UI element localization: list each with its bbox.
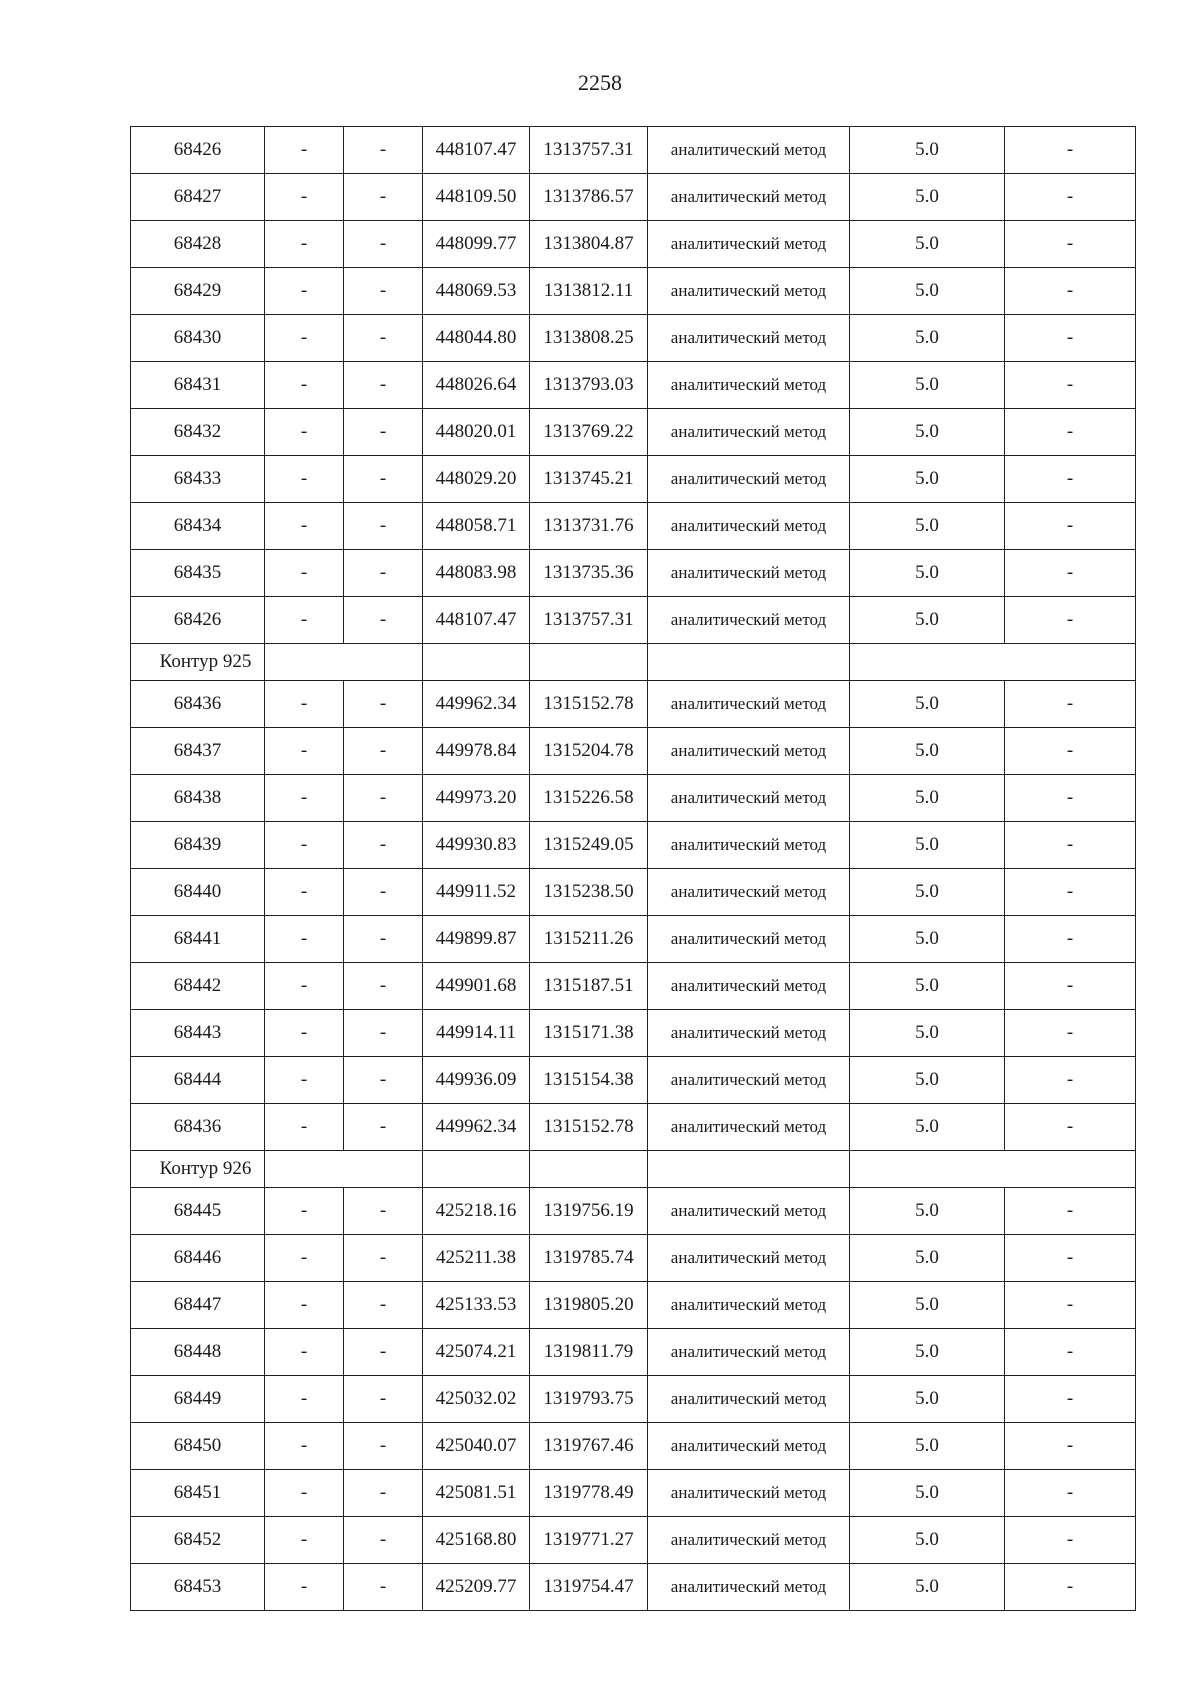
x-coordinate-cell: 425211.38 bbox=[423, 1235, 530, 1282]
method-cell: аналитический метод bbox=[648, 681, 850, 728]
y-coordinate-cell: 1315204.78 bbox=[530, 728, 648, 775]
method-cell: аналитический метод bbox=[648, 1329, 850, 1376]
point-id-cell: 68450 bbox=[131, 1423, 265, 1470]
y-coordinate-cell: 1315187.51 bbox=[530, 963, 648, 1010]
point-id-cell: 68441 bbox=[131, 916, 265, 963]
column-8-cell: - bbox=[1005, 503, 1136, 550]
y-coordinate-cell: 1315154.38 bbox=[530, 1057, 648, 1104]
accuracy-cell: 5.0 bbox=[850, 362, 1005, 409]
column-3-cell: - bbox=[344, 221, 423, 268]
y-coordinate-cell: 1315152.78 bbox=[530, 681, 648, 728]
column-3-cell: - bbox=[344, 268, 423, 315]
accuracy-cell: 5.0 bbox=[850, 268, 1005, 315]
column-8-cell: - bbox=[1005, 1423, 1136, 1470]
y-coordinate-cell: 1315249.05 bbox=[530, 822, 648, 869]
accuracy-cell: 5.0 bbox=[850, 1010, 1005, 1057]
table-row bbox=[131, 822, 1136, 869]
column-3-cell: - bbox=[344, 1517, 423, 1564]
coordinates-table-body bbox=[131, 127, 1136, 1611]
column-8-cell: - bbox=[1005, 1470, 1136, 1517]
x-coordinate-cell: 448029.20 bbox=[423, 456, 530, 503]
table-row bbox=[131, 963, 1136, 1010]
column-3-cell: - bbox=[344, 775, 423, 822]
column-2-cell: - bbox=[265, 1517, 344, 1564]
empty-cell-5 bbox=[530, 1151, 648, 1188]
column-2-cell: - bbox=[265, 409, 344, 456]
empty-cell-2-3 bbox=[265, 1151, 423, 1188]
column-8-cell: - bbox=[1005, 1329, 1136, 1376]
empty-cell-4 bbox=[423, 1151, 530, 1188]
column-8-cell: - bbox=[1005, 1282, 1136, 1329]
column-3-cell: - bbox=[344, 315, 423, 362]
empty-cell-5 bbox=[530, 644, 648, 681]
method-cell: аналитический метод bbox=[648, 127, 850, 174]
accuracy-cell: 5.0 bbox=[850, 1423, 1005, 1470]
table-row bbox=[131, 728, 1136, 775]
column-3-cell: - bbox=[344, 1423, 423, 1470]
method-cell: аналитический метод bbox=[648, 597, 850, 644]
column-8-cell: - bbox=[1005, 127, 1136, 174]
x-coordinate-cell: 448109.50 bbox=[423, 174, 530, 221]
method-cell: аналитический метод bbox=[648, 1470, 850, 1517]
column-2-cell: - bbox=[265, 916, 344, 963]
column-2-cell: - bbox=[265, 1564, 344, 1611]
accuracy-cell: 5.0 bbox=[850, 221, 1005, 268]
accuracy-cell: 5.0 bbox=[850, 775, 1005, 822]
column-3-cell: - bbox=[344, 822, 423, 869]
point-id-cell: 68428 bbox=[131, 221, 265, 268]
column-3-cell: - bbox=[344, 681, 423, 728]
x-coordinate-cell: 425218.16 bbox=[423, 1188, 530, 1235]
column-8-cell: - bbox=[1005, 1517, 1136, 1564]
method-cell: аналитический метод bbox=[648, 775, 850, 822]
point-id-cell: 68448 bbox=[131, 1329, 265, 1376]
y-coordinate-cell: 1313812.11 bbox=[530, 268, 648, 315]
point-id-cell: 68429 bbox=[131, 268, 265, 315]
column-3-cell: - bbox=[344, 550, 423, 597]
accuracy-cell: 5.0 bbox=[850, 681, 1005, 728]
accuracy-cell: 5.0 bbox=[850, 456, 1005, 503]
method-cell: аналитический метод bbox=[648, 268, 850, 315]
column-3-cell: - bbox=[344, 362, 423, 409]
column-2-cell: - bbox=[265, 1010, 344, 1057]
column-3-cell: - bbox=[344, 1282, 423, 1329]
column-2-cell: - bbox=[265, 127, 344, 174]
x-coordinate-cell: 448107.47 bbox=[423, 127, 530, 174]
empty-cell-6 bbox=[648, 644, 850, 681]
column-3-cell: - bbox=[344, 597, 423, 644]
table-row bbox=[131, 1188, 1136, 1235]
method-cell: аналитический метод bbox=[648, 963, 850, 1010]
table-row bbox=[131, 1057, 1136, 1104]
page-number: 2258 bbox=[578, 70, 622, 95]
method-cell: аналитический метод bbox=[648, 1188, 850, 1235]
point-id-cell: 68453 bbox=[131, 1564, 265, 1611]
accuracy-cell: 5.0 bbox=[850, 1376, 1005, 1423]
method-cell: аналитический метод bbox=[648, 869, 850, 916]
accuracy-cell: 5.0 bbox=[850, 1329, 1005, 1376]
accuracy-cell: 5.0 bbox=[850, 1235, 1005, 1282]
empty-cell-4 bbox=[423, 644, 530, 681]
point-id-cell: 68443 bbox=[131, 1010, 265, 1057]
accuracy-cell: 5.0 bbox=[850, 728, 1005, 775]
method-cell: аналитический метод bbox=[648, 362, 850, 409]
column-8-cell: - bbox=[1005, 597, 1136, 644]
table-row bbox=[131, 1235, 1136, 1282]
point-id-cell: 68426 bbox=[131, 127, 265, 174]
point-id-cell: 68433 bbox=[131, 456, 265, 503]
method-cell: аналитический метод bbox=[648, 315, 850, 362]
column-8-cell: - bbox=[1005, 550, 1136, 597]
x-coordinate-cell: 448069.53 bbox=[423, 268, 530, 315]
table-row bbox=[131, 1104, 1136, 1151]
accuracy-cell: 5.0 bbox=[850, 127, 1005, 174]
point-id-cell: 68426 bbox=[131, 597, 265, 644]
point-id-cell: 68436 bbox=[131, 1104, 265, 1151]
y-coordinate-cell: 1315211.26 bbox=[530, 916, 648, 963]
accuracy-cell: 5.0 bbox=[850, 1282, 1005, 1329]
column-2-cell: - bbox=[265, 1376, 344, 1423]
column-3-cell: - bbox=[344, 127, 423, 174]
column-2-cell: - bbox=[265, 221, 344, 268]
table-row bbox=[131, 174, 1136, 221]
point-id-cell: 68440 bbox=[131, 869, 265, 916]
contour-label: Контур 925 bbox=[131, 644, 265, 681]
point-id-cell: 68442 bbox=[131, 963, 265, 1010]
accuracy-cell: 5.0 bbox=[850, 1104, 1005, 1151]
method-cell: аналитический метод bbox=[648, 221, 850, 268]
column-2-cell: - bbox=[265, 1329, 344, 1376]
accuracy-cell: 5.0 bbox=[850, 1470, 1005, 1517]
column-8-cell: - bbox=[1005, 681, 1136, 728]
table-row bbox=[131, 1376, 1136, 1423]
y-coordinate-cell: 1319811.79 bbox=[530, 1329, 648, 1376]
column-8-cell: - bbox=[1005, 315, 1136, 362]
column-3-cell: - bbox=[344, 1329, 423, 1376]
y-coordinate-cell: 1313808.25 bbox=[530, 315, 648, 362]
x-coordinate-cell: 448058.71 bbox=[423, 503, 530, 550]
method-cell: аналитический метод bbox=[648, 1104, 850, 1151]
y-coordinate-cell: 1313757.31 bbox=[530, 597, 648, 644]
column-2-cell: - bbox=[265, 1235, 344, 1282]
column-8-cell: - bbox=[1005, 916, 1136, 963]
method-cell: аналитический метод bbox=[648, 174, 850, 221]
y-coordinate-cell: 1319756.19 bbox=[530, 1188, 648, 1235]
column-8-cell: - bbox=[1005, 1188, 1136, 1235]
x-coordinate-cell: 448107.47 bbox=[423, 597, 530, 644]
x-coordinate-cell: 425209.77 bbox=[423, 1564, 530, 1611]
x-coordinate-cell: 425081.51 bbox=[423, 1470, 530, 1517]
column-3-cell: - bbox=[344, 963, 423, 1010]
column-3-cell: - bbox=[344, 174, 423, 221]
point-id-cell: 68432 bbox=[131, 409, 265, 456]
column-3-cell: - bbox=[344, 916, 423, 963]
column-2-cell: - bbox=[265, 362, 344, 409]
column-3-cell: - bbox=[344, 1376, 423, 1423]
column-3-cell: - bbox=[344, 1057, 423, 1104]
x-coordinate-cell: 448044.80 bbox=[423, 315, 530, 362]
method-cell: аналитический метод bbox=[648, 1282, 850, 1329]
point-id-cell: 68446 bbox=[131, 1235, 265, 1282]
y-coordinate-cell: 1319778.49 bbox=[530, 1470, 648, 1517]
table-row bbox=[131, 315, 1136, 362]
column-8-cell: - bbox=[1005, 221, 1136, 268]
y-coordinate-cell: 1319767.46 bbox=[530, 1423, 648, 1470]
point-id-cell: 68434 bbox=[131, 503, 265, 550]
table-row bbox=[131, 775, 1136, 822]
table-row bbox=[131, 456, 1136, 503]
x-coordinate-cell: 449901.68 bbox=[423, 963, 530, 1010]
column-8-cell: - bbox=[1005, 1057, 1136, 1104]
column-8-cell: - bbox=[1005, 869, 1136, 916]
column-3-cell: - bbox=[344, 728, 423, 775]
y-coordinate-cell: 1313745.21 bbox=[530, 456, 648, 503]
x-coordinate-cell: 425032.02 bbox=[423, 1376, 530, 1423]
point-id-cell: 68451 bbox=[131, 1470, 265, 1517]
column-8-cell: - bbox=[1005, 1564, 1136, 1611]
table-row bbox=[131, 1517, 1136, 1564]
point-id-cell: 68444 bbox=[131, 1057, 265, 1104]
column-3-cell: - bbox=[344, 1564, 423, 1611]
y-coordinate-cell: 1319805.20 bbox=[530, 1282, 648, 1329]
empty-cell-7-8 bbox=[850, 1151, 1136, 1188]
table-row bbox=[131, 550, 1136, 597]
accuracy-cell: 5.0 bbox=[850, 550, 1005, 597]
column-2-cell: - bbox=[265, 597, 344, 644]
method-cell: аналитический метод bbox=[648, 1010, 850, 1057]
table-row bbox=[131, 127, 1136, 174]
column-2-cell: - bbox=[265, 1057, 344, 1104]
point-id-cell: 68436 bbox=[131, 681, 265, 728]
y-coordinate-cell: 1319793.75 bbox=[530, 1376, 648, 1423]
method-cell: аналитический метод bbox=[648, 456, 850, 503]
x-coordinate-cell: 425168.80 bbox=[423, 1517, 530, 1564]
contour-label: Контур 926 bbox=[131, 1151, 265, 1188]
x-coordinate-cell: 449930.83 bbox=[423, 822, 530, 869]
method-cell: аналитический метод bbox=[648, 1057, 850, 1104]
column-2-cell: - bbox=[265, 550, 344, 597]
accuracy-cell: 5.0 bbox=[850, 916, 1005, 963]
column-3-cell: - bbox=[344, 1235, 423, 1282]
accuracy-cell: 5.0 bbox=[850, 1517, 1005, 1564]
y-coordinate-cell: 1315152.78 bbox=[530, 1104, 648, 1151]
x-coordinate-cell: 448020.01 bbox=[423, 409, 530, 456]
y-coordinate-cell: 1313731.76 bbox=[530, 503, 648, 550]
y-coordinate-cell: 1319785.74 bbox=[530, 1235, 648, 1282]
accuracy-cell: 5.0 bbox=[850, 1057, 1005, 1104]
accuracy-cell: 5.0 bbox=[850, 1188, 1005, 1235]
point-id-cell: 68430 bbox=[131, 315, 265, 362]
accuracy-cell: 5.0 bbox=[850, 822, 1005, 869]
accuracy-cell: 5.0 bbox=[850, 1564, 1005, 1611]
x-coordinate-cell: 449899.87 bbox=[423, 916, 530, 963]
x-coordinate-cell: 449914.11 bbox=[423, 1010, 530, 1057]
method-cell: аналитический метод bbox=[648, 409, 850, 456]
x-coordinate-cell: 425133.53 bbox=[423, 1282, 530, 1329]
column-8-cell: - bbox=[1005, 822, 1136, 869]
column-2-cell: - bbox=[265, 174, 344, 221]
table-row bbox=[131, 1564, 1136, 1611]
column-3-cell: - bbox=[344, 456, 423, 503]
method-cell: аналитический метод bbox=[648, 550, 850, 597]
column-2-cell: - bbox=[265, 315, 344, 362]
method-cell: аналитический метод bbox=[648, 1564, 850, 1611]
column-8-cell: - bbox=[1005, 456, 1136, 503]
table-row bbox=[131, 503, 1136, 550]
column-8-cell: - bbox=[1005, 963, 1136, 1010]
table-row bbox=[131, 916, 1136, 963]
empty-cell-2-3 bbox=[265, 644, 423, 681]
table-row bbox=[131, 597, 1136, 644]
y-coordinate-cell: 1313786.57 bbox=[530, 174, 648, 221]
x-coordinate-cell: 448083.98 bbox=[423, 550, 530, 597]
accuracy-cell: 5.0 bbox=[850, 963, 1005, 1010]
table-row bbox=[131, 869, 1136, 916]
empty-cell-7-8 bbox=[850, 644, 1136, 681]
y-coordinate-cell: 1315226.58 bbox=[530, 775, 648, 822]
table-row bbox=[131, 221, 1136, 268]
method-cell: аналитический метод bbox=[648, 1423, 850, 1470]
column-2-cell: - bbox=[265, 1188, 344, 1235]
point-id-cell: 68438 bbox=[131, 775, 265, 822]
column-2-cell: - bbox=[265, 456, 344, 503]
point-id-cell: 68431 bbox=[131, 362, 265, 409]
point-id-cell: 68435 bbox=[131, 550, 265, 597]
column-2-cell: - bbox=[265, 681, 344, 728]
table-row bbox=[131, 362, 1136, 409]
column-8-cell: - bbox=[1005, 775, 1136, 822]
column-8-cell: - bbox=[1005, 1376, 1136, 1423]
column-2-cell: - bbox=[265, 869, 344, 916]
table-row bbox=[131, 1010, 1136, 1057]
point-id-cell: 68447 bbox=[131, 1282, 265, 1329]
method-cell: аналитический метод bbox=[648, 916, 850, 963]
column-3-cell: - bbox=[344, 1470, 423, 1517]
column-8-cell: - bbox=[1005, 1010, 1136, 1057]
table-row bbox=[131, 1329, 1136, 1376]
x-coordinate-cell: 449911.52 bbox=[423, 869, 530, 916]
y-coordinate-cell: 1315238.50 bbox=[530, 869, 648, 916]
column-2-cell: - bbox=[265, 822, 344, 869]
x-coordinate-cell: 425074.21 bbox=[423, 1329, 530, 1376]
column-8-cell: - bbox=[1005, 362, 1136, 409]
table-row bbox=[131, 268, 1136, 315]
y-coordinate-cell: 1315171.38 bbox=[530, 1010, 648, 1057]
y-coordinate-cell: 1319754.47 bbox=[530, 1564, 648, 1611]
coordinates-table bbox=[130, 126, 1136, 1611]
table-row bbox=[131, 409, 1136, 456]
accuracy-cell: 5.0 bbox=[850, 174, 1005, 221]
accuracy-cell: 5.0 bbox=[850, 503, 1005, 550]
x-coordinate-cell: 449962.34 bbox=[423, 681, 530, 728]
accuracy-cell: 5.0 bbox=[850, 869, 1005, 916]
column-2-cell: - bbox=[265, 1282, 344, 1329]
x-coordinate-cell: 448026.64 bbox=[423, 362, 530, 409]
column-2-cell: - bbox=[265, 1104, 344, 1151]
contour-header-row bbox=[131, 1151, 1136, 1188]
accuracy-cell: 5.0 bbox=[850, 597, 1005, 644]
method-cell: аналитический метод bbox=[648, 503, 850, 550]
accuracy-cell: 5.0 bbox=[850, 409, 1005, 456]
empty-cell-6 bbox=[648, 1151, 850, 1188]
x-coordinate-cell: 449978.84 bbox=[423, 728, 530, 775]
column-8-cell: - bbox=[1005, 1235, 1136, 1282]
x-coordinate-cell: 425040.07 bbox=[423, 1423, 530, 1470]
column-8-cell: - bbox=[1005, 728, 1136, 775]
column-3-cell: - bbox=[344, 503, 423, 550]
method-cell: аналитический метод bbox=[648, 1517, 850, 1564]
column-2-cell: - bbox=[265, 268, 344, 315]
y-coordinate-cell: 1313793.03 bbox=[530, 362, 648, 409]
x-coordinate-cell: 449936.09 bbox=[423, 1057, 530, 1104]
column-3-cell: - bbox=[344, 409, 423, 456]
column-8-cell: - bbox=[1005, 268, 1136, 315]
contour-header-row bbox=[131, 644, 1136, 681]
column-3-cell: - bbox=[344, 1104, 423, 1151]
table-row bbox=[131, 1423, 1136, 1470]
method-cell: аналитический метод bbox=[648, 728, 850, 775]
column-3-cell: - bbox=[344, 1188, 423, 1235]
column-8-cell: - bbox=[1005, 409, 1136, 456]
method-cell: аналитический метод bbox=[648, 1376, 850, 1423]
column-2-cell: - bbox=[265, 775, 344, 822]
y-coordinate-cell: 1319771.27 bbox=[530, 1517, 648, 1564]
column-8-cell: - bbox=[1005, 1104, 1136, 1151]
x-coordinate-cell: 449962.34 bbox=[423, 1104, 530, 1151]
table-row bbox=[131, 1470, 1136, 1517]
column-2-cell: - bbox=[265, 1470, 344, 1517]
y-coordinate-cell: 1313757.31 bbox=[530, 127, 648, 174]
point-id-cell: 68445 bbox=[131, 1188, 265, 1235]
table-row bbox=[131, 681, 1136, 728]
point-id-cell: 68427 bbox=[131, 174, 265, 221]
method-cell: аналитический метод bbox=[648, 822, 850, 869]
point-id-cell: 68452 bbox=[131, 1517, 265, 1564]
y-coordinate-cell: 1313735.36 bbox=[530, 550, 648, 597]
point-id-cell: 68439 bbox=[131, 822, 265, 869]
y-coordinate-cell: 1313804.87 bbox=[530, 221, 648, 268]
column-3-cell: - bbox=[344, 1010, 423, 1057]
method-cell: аналитический метод bbox=[648, 1235, 850, 1282]
x-coordinate-cell: 448099.77 bbox=[423, 221, 530, 268]
column-2-cell: - bbox=[265, 728, 344, 775]
column-3-cell: - bbox=[344, 869, 423, 916]
y-coordinate-cell: 1313769.22 bbox=[530, 409, 648, 456]
point-id-cell: 68437 bbox=[131, 728, 265, 775]
column-2-cell: - bbox=[265, 503, 344, 550]
table-row bbox=[131, 1282, 1136, 1329]
column-2-cell: - bbox=[265, 1423, 344, 1470]
column-2-cell: - bbox=[265, 963, 344, 1010]
accuracy-cell: 5.0 bbox=[850, 315, 1005, 362]
column-8-cell: - bbox=[1005, 174, 1136, 221]
point-id-cell: 68449 bbox=[131, 1376, 265, 1423]
x-coordinate-cell: 449973.20 bbox=[423, 775, 530, 822]
